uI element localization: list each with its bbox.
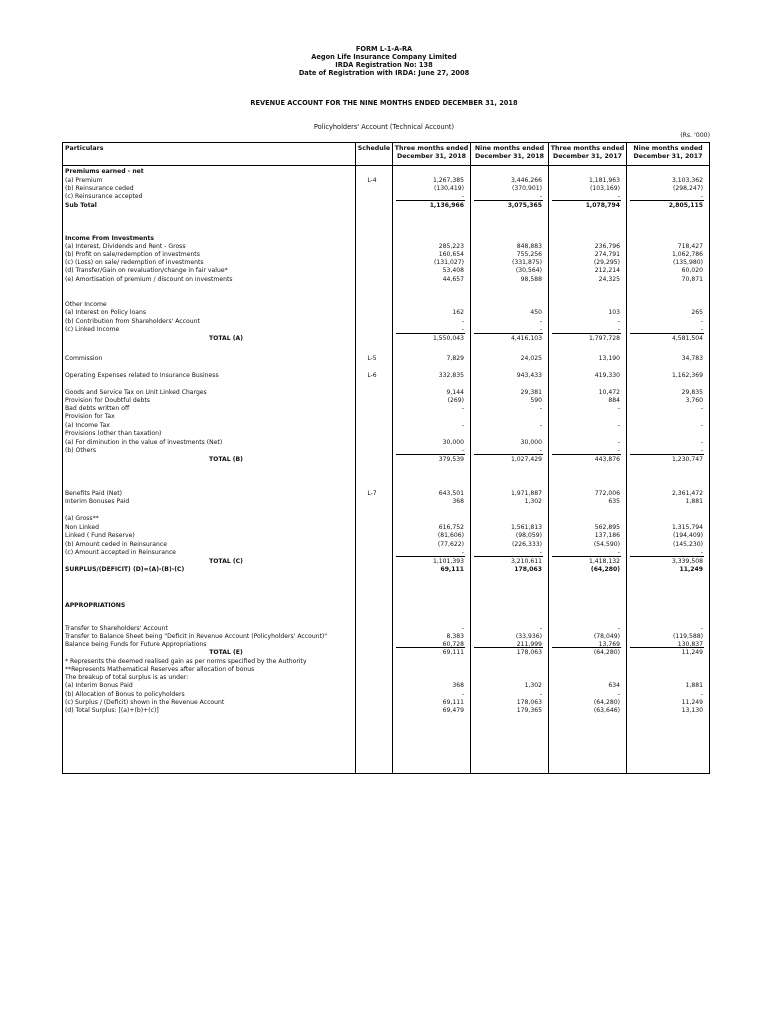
row-label: (c) Amount accepted in Reinsurance bbox=[65, 549, 176, 556]
row-label: Goods and Service Tax on Unit Linked Charges bbox=[65, 389, 207, 396]
row-value-col2: 178,063 bbox=[516, 699, 542, 706]
row-value-col4: - bbox=[700, 439, 703, 446]
row-value-col4: 3,339,508 bbox=[671, 558, 703, 565]
table-row bbox=[63, 565, 709, 574]
row-label: Operating Expenses related to Insurance Business bbox=[65, 372, 219, 379]
row-value-col2: 590 bbox=[530, 397, 542, 404]
row-value-col3: - bbox=[617, 326, 620, 333]
row-value-col4: - bbox=[700, 625, 703, 632]
registration-date: Date of Registration with IRDA: June 27, 2008 bbox=[298, 69, 470, 77]
row-value-col1: 160,654 bbox=[438, 251, 464, 258]
row-value-col2: 1,302 bbox=[524, 498, 542, 505]
row-value-col3: - bbox=[617, 193, 620, 200]
table-row bbox=[63, 412, 709, 421]
row-value-col4: 1,881 bbox=[685, 498, 703, 505]
row-value-col3: 634 bbox=[608, 682, 620, 689]
row-value-col3: 1,797,728 bbox=[588, 335, 620, 342]
total-rule bbox=[396, 647, 465, 648]
row-label: Other Income bbox=[65, 301, 107, 308]
total-rule bbox=[474, 454, 543, 455]
row-value-col3: 10,472 bbox=[598, 389, 620, 396]
row-value-col4: 34,783 bbox=[681, 355, 703, 362]
row-value-col2: - bbox=[539, 193, 542, 200]
row-value-col4: 718,427 bbox=[677, 243, 703, 250]
row-value-col4: (119,588) bbox=[673, 633, 703, 640]
row-value-col4: 265 bbox=[691, 309, 703, 316]
row-value-col4: 60,020 bbox=[681, 267, 703, 274]
row-value-col3: (64,280) bbox=[593, 649, 620, 656]
row-value-col2: (33,936) bbox=[515, 633, 542, 640]
row-value-col1: - bbox=[461, 405, 464, 412]
row-label: Balance being Funds for Future Appropriations bbox=[65, 641, 207, 648]
row-value-col2: - bbox=[539, 691, 542, 698]
total-rule bbox=[474, 200, 543, 201]
row-value-col2: 30,000 bbox=[520, 439, 542, 446]
table-row bbox=[63, 706, 709, 715]
row-label: (a) For diminution in the value of investments (Net) bbox=[65, 439, 223, 446]
row-value-col2: 755,256 bbox=[516, 251, 542, 258]
row-value-col3: 884 bbox=[608, 397, 620, 404]
row-value-col1: 7,829 bbox=[446, 355, 464, 362]
table-row bbox=[63, 429, 709, 438]
row-value-col4: (145,230) bbox=[673, 541, 703, 548]
row-value-col2: 848,883 bbox=[516, 243, 542, 250]
row-value-col3: 1,181,963 bbox=[588, 177, 620, 184]
row-value-col3: 562,895 bbox=[594, 524, 620, 531]
row-value-col2: - bbox=[539, 422, 542, 429]
row-label: Provision for Doubtful debts bbox=[65, 397, 150, 404]
total-rule bbox=[396, 454, 465, 455]
row-value-col1: (81,606) bbox=[437, 532, 464, 539]
header-particulars: Particulars bbox=[65, 145, 104, 152]
row-label: (d) Total Surplus: [(a)+(b)+(c)] bbox=[65, 707, 159, 714]
row-value-col2: (226,333) bbox=[512, 541, 542, 548]
row-value-col2: (30,564) bbox=[515, 267, 542, 274]
row-value-col2: 178,063 bbox=[516, 649, 542, 656]
table-row bbox=[63, 266, 709, 275]
row-value-col4: 70,871 bbox=[681, 276, 703, 283]
row-value-col1: 285,223 bbox=[438, 243, 464, 250]
row-value-col3: - bbox=[617, 549, 620, 556]
row-value-col1: 9,144 bbox=[446, 389, 464, 396]
row-label: Income From Investments bbox=[65, 235, 155, 242]
row-value-col4: 2,361,472 bbox=[671, 490, 703, 497]
row-value-col1: - bbox=[461, 691, 464, 698]
row-value-col1: (269) bbox=[447, 397, 464, 404]
row-value-col1: 643,501 bbox=[438, 490, 464, 497]
header-col2-line2: December 31, 2018 bbox=[474, 153, 544, 161]
row-value-col2: 4,416,103 bbox=[510, 335, 542, 342]
row-value-col1: 30,000 bbox=[442, 439, 464, 446]
row-value-col1: 69,111 bbox=[440, 566, 464, 573]
row-value-col3: 1,418,132 bbox=[588, 558, 620, 565]
irda-registration: IRDA Registration No: 138 bbox=[335, 61, 433, 69]
row-label: (a) Premium bbox=[65, 177, 103, 184]
row-label: TOTAL (A) bbox=[208, 335, 244, 342]
row-value-col4: 29,835 bbox=[681, 389, 703, 396]
table-row bbox=[63, 167, 709, 176]
row-label: Bad debts written off bbox=[65, 405, 130, 412]
row-label: **Represents Mathematical Reserves after allocation of bonus bbox=[65, 666, 255, 673]
row-label: (b) Profit on sale/redemption of investments bbox=[65, 251, 200, 258]
row-value-col3: 212,214 bbox=[594, 267, 620, 274]
total-rule bbox=[630, 454, 704, 455]
row-value-col2: 211,999 bbox=[516, 641, 542, 648]
header-col3 bbox=[549, 145, 626, 162]
row-value-col3: (63,646) bbox=[593, 707, 620, 714]
row-label: (c) Linked Income bbox=[65, 326, 120, 333]
row-label: (b) Others bbox=[65, 447, 97, 454]
row-label: (a) Interest, Dividends and Rent - Gross bbox=[65, 243, 186, 250]
total-rule bbox=[396, 200, 465, 201]
table-row bbox=[63, 514, 709, 523]
row-label: Transfer to Balance Sheet being "Deficit in Revenue Account (Policyholders' Account)" bbox=[65, 633, 328, 640]
total-rule bbox=[552, 200, 621, 201]
row-value-col3: - bbox=[617, 447, 620, 454]
header-col1-line1: Three months ended bbox=[394, 145, 469, 152]
row-value-col4: - bbox=[700, 326, 703, 333]
header-schedule: Schedule bbox=[357, 145, 391, 152]
row-label: Interim Bonuses Paid bbox=[65, 498, 130, 505]
row-label: (a) Interim Bonus Paid bbox=[65, 682, 133, 689]
total-rule bbox=[396, 556, 465, 557]
row-value-col2: 3,210,611 bbox=[510, 558, 542, 565]
report-subtitle: Policyholders' Account (Technical Account) bbox=[313, 123, 455, 131]
row-value-col4: 1,230,747 bbox=[671, 456, 703, 463]
row-value-col2: 1,971,887 bbox=[510, 490, 542, 497]
table-row bbox=[63, 531, 709, 540]
row-value-col1: 44,657 bbox=[442, 276, 464, 283]
row-value-col4: 3,760 bbox=[685, 397, 703, 404]
row-value-col4: 3,103,362 bbox=[671, 177, 703, 184]
row-value-col4: 1,162,369 bbox=[671, 372, 703, 379]
header-col4-line2: December 31, 2017 bbox=[633, 153, 703, 161]
row-label: (c) Reinsurance accepted bbox=[65, 193, 143, 200]
header-col3-line1: Three months ended bbox=[550, 145, 625, 152]
total-rule bbox=[474, 647, 543, 648]
row-value-col4: 11,249 bbox=[681, 649, 703, 656]
row-value-col4: - bbox=[700, 422, 703, 429]
row-value-col3: 103 bbox=[608, 309, 620, 316]
row-value-col1: - bbox=[461, 447, 464, 454]
row-value-col3: 419,330 bbox=[594, 372, 620, 379]
row-value-col3: 236,796 bbox=[594, 243, 620, 250]
row-value-col2: 178,063 bbox=[514, 566, 542, 573]
row-value-col2: 1,561,813 bbox=[510, 524, 542, 531]
row-label: The breakup of total surplus is as under: bbox=[65, 674, 189, 681]
row-value-col2: 29,381 bbox=[520, 389, 542, 396]
row-value-col4: 1,881 bbox=[685, 682, 703, 689]
row-value-col3: 13,769 bbox=[598, 641, 620, 648]
total-rule bbox=[474, 556, 543, 557]
table-row bbox=[63, 334, 709, 343]
row-value-col1: 1,267,385 bbox=[432, 177, 464, 184]
table-row bbox=[63, 201, 709, 210]
row-label: TOTAL (C) bbox=[209, 558, 243, 565]
row-value-col1: 368 bbox=[452, 682, 464, 689]
row-value-col2: 1,302 bbox=[524, 682, 542, 689]
row-value-col3: (29,295) bbox=[593, 259, 620, 266]
row-value-col3: 137,186 bbox=[594, 532, 620, 539]
row-label: SURPLUS/(DEFICIT) (D)=(A)-(B)-(C) bbox=[65, 566, 185, 573]
row-value-col4: - bbox=[700, 193, 703, 200]
total-rule bbox=[630, 200, 704, 201]
row-value-col1: 162 bbox=[452, 309, 464, 316]
row-value-col3: - bbox=[617, 691, 620, 698]
row-value-col1: 1,101,393 bbox=[432, 558, 464, 565]
row-value-col3: (78,049) bbox=[593, 633, 620, 640]
row-value-col1: 8,383 bbox=[446, 633, 464, 640]
row-value-col3: - bbox=[617, 405, 620, 412]
row-value-col2: (370,901) bbox=[512, 185, 542, 192]
row-value-col2: - bbox=[539, 405, 542, 412]
row-label: Premiums earned - net bbox=[65, 168, 144, 175]
header-col2-line1: Nine months ended bbox=[474, 145, 545, 152]
row-label: Transfer to Shareholders' Account bbox=[65, 625, 168, 632]
row-label: Provisions (other than taxation) bbox=[65, 430, 162, 437]
row-label: Linked ( Fund Reserve) bbox=[65, 532, 135, 539]
table-row bbox=[63, 455, 709, 464]
row-label: TOTAL (B) bbox=[209, 456, 243, 463]
row-value-col2: - bbox=[539, 625, 542, 632]
header-col4-line1: Nine months ended bbox=[633, 145, 703, 152]
row-label: (c) (Loss) on sale/ redemption of investments bbox=[65, 259, 204, 266]
row-value-col4: 1,315,794 bbox=[671, 524, 703, 531]
company-name: Aegon Life Insurance Company Limited bbox=[311, 53, 457, 61]
table-row bbox=[63, 354, 709, 363]
row-value-col1: - bbox=[461, 422, 464, 429]
row-value-col3: - bbox=[617, 422, 620, 429]
row-value-col1: 379,539 bbox=[438, 456, 464, 463]
row-label: * Represents the deemed realised gain as per norms specified by the Authority bbox=[65, 658, 307, 665]
row-value-col4: (135,980) bbox=[673, 259, 703, 266]
row-value-col2: 24,025 bbox=[520, 355, 542, 362]
table-row bbox=[63, 371, 709, 380]
row-value-col2: - bbox=[539, 318, 542, 325]
total-rule bbox=[552, 556, 621, 557]
row-label: (b) Allocation of Bonus to policyholders bbox=[65, 691, 185, 698]
row-value-col3: 635 bbox=[608, 498, 620, 505]
table-row bbox=[63, 275, 709, 284]
currency-unit: (Rs. '000) bbox=[680, 132, 710, 139]
row-label: Sub Total bbox=[65, 202, 97, 209]
row-value-col2: 179,365 bbox=[516, 707, 542, 714]
row-value-col2: - bbox=[539, 447, 542, 454]
row-value-col2: (331,875) bbox=[512, 259, 542, 266]
row-value-col3: (64,280) bbox=[593, 699, 620, 706]
row-value-col2: 3,075,365 bbox=[507, 202, 542, 209]
total-rule bbox=[396, 333, 465, 334]
row-value-col2: 943,433 bbox=[516, 372, 542, 379]
row-value-col4: 1,062,786 bbox=[671, 251, 703, 258]
row-value-col1: 60,728 bbox=[442, 641, 464, 648]
row-label: (b) Reinsurance ceded bbox=[65, 185, 134, 192]
row-label: (a) Income Tax bbox=[65, 422, 110, 429]
row-label: (a) Interest on Policy loans bbox=[65, 309, 147, 316]
total-rule bbox=[630, 556, 704, 557]
row-label: (d) Transfer/Gain on revaluation/change in fair value* bbox=[65, 267, 228, 274]
row-value-col4: 130,837 bbox=[677, 641, 703, 648]
row-value-col2: - bbox=[539, 326, 542, 333]
total-rule bbox=[630, 647, 704, 648]
row-label: (c) Surplus / (Deficit) shown in the Revenue Account bbox=[65, 699, 225, 706]
row-value-col1: 1,550,043 bbox=[432, 335, 464, 342]
table-row bbox=[63, 601, 709, 610]
table-row bbox=[63, 497, 709, 506]
row-value-col2: (98,059) bbox=[515, 532, 542, 539]
row-value-col4: 11,249 bbox=[679, 566, 703, 573]
header-divider bbox=[63, 165, 709, 166]
row-value-col3: - bbox=[617, 318, 620, 325]
row-value-col1: (131,027) bbox=[434, 259, 464, 266]
row-label: Provision for Tax bbox=[65, 413, 115, 420]
table-row bbox=[63, 648, 709, 657]
row-value-col1: - bbox=[461, 326, 464, 333]
row-value-col4: - bbox=[700, 549, 703, 556]
row-label: Commission bbox=[65, 355, 103, 362]
row-value-col1: - bbox=[461, 193, 464, 200]
row-label: (a) Gross** bbox=[65, 515, 99, 522]
row-value-col3: 443,876 bbox=[594, 456, 620, 463]
row-value-col2: - bbox=[539, 549, 542, 556]
table-row bbox=[63, 308, 709, 317]
row-value-col3: 24,325 bbox=[598, 276, 620, 283]
row-value-col3: 1,078,794 bbox=[585, 202, 620, 209]
row-value-col4: - bbox=[700, 318, 703, 325]
revenue-account-table bbox=[62, 142, 710, 774]
row-value-col1: 616,752 bbox=[438, 524, 464, 531]
row-value-col3: - bbox=[617, 439, 620, 446]
header-col1-line2: December 31, 2018 bbox=[396, 153, 466, 161]
form-number: FORM L-1-A-RA bbox=[355, 45, 413, 53]
row-label: Benefits Paid (Net) bbox=[65, 490, 122, 497]
row-value-col1: - bbox=[461, 318, 464, 325]
total-rule bbox=[552, 454, 621, 455]
header-col4 bbox=[627, 145, 709, 162]
row-value-col3: 274,791 bbox=[594, 251, 620, 258]
row-label: Non Linked bbox=[65, 524, 99, 531]
row-value-col3: (103,169) bbox=[590, 185, 620, 192]
row-schedule: L-6 bbox=[367, 372, 377, 379]
row-value-col4: 4,581,504 bbox=[671, 335, 703, 342]
row-label: (b) Amount ceded in Reinsurance bbox=[65, 541, 167, 548]
row-schedule: L-4 bbox=[367, 177, 377, 184]
row-value-col2: 98,588 bbox=[520, 276, 542, 283]
table-row bbox=[63, 681, 709, 690]
row-value-col2: 450 bbox=[530, 309, 542, 316]
row-value-col1: 332,835 bbox=[438, 372, 464, 379]
header-col1 bbox=[393, 145, 470, 162]
row-value-col3: 772,006 bbox=[594, 490, 620, 497]
total-rule bbox=[552, 647, 621, 648]
row-value-col4: - bbox=[700, 691, 703, 698]
row-value-col3: - bbox=[617, 625, 620, 632]
row-value-col4: 2,805,115 bbox=[668, 202, 703, 209]
row-value-col4: (298,247) bbox=[673, 185, 703, 192]
row-value-col1: 69,479 bbox=[442, 707, 464, 714]
row-value-col1: 69,111 bbox=[442, 699, 464, 706]
row-label: TOTAL (E) bbox=[209, 649, 243, 656]
row-schedule: L-5 bbox=[367, 355, 377, 362]
row-value-col1: 53,408 bbox=[442, 267, 464, 274]
row-value-col1: (77,622) bbox=[437, 541, 464, 548]
row-value-col4: - bbox=[700, 405, 703, 412]
row-value-col2: 3,446,266 bbox=[510, 177, 542, 184]
row-value-col1: 1,136,966 bbox=[429, 202, 464, 209]
row-value-col1: (130,419) bbox=[434, 185, 464, 192]
header-col2 bbox=[471, 145, 548, 162]
row-schedule: L-7 bbox=[367, 490, 377, 497]
row-value-col4: - bbox=[700, 447, 703, 454]
row-value-col3: 13,190 bbox=[598, 355, 620, 362]
row-value-col4: (194,409) bbox=[673, 532, 703, 539]
row-value-col3: (54,590) bbox=[593, 541, 620, 548]
row-value-col1: 69,111 bbox=[442, 649, 464, 656]
report-title: REVENUE ACCOUNT FOR THE NINE MONTHS ENDED DECEMBER 31, 2018 bbox=[250, 99, 518, 107]
row-value-col1: - bbox=[461, 549, 464, 556]
row-label: (e) Amortisation of premium / discount on investments bbox=[65, 276, 233, 283]
row-value-col3: (64,280) bbox=[590, 566, 620, 573]
header-col3-line2: December 31, 2017 bbox=[552, 153, 622, 161]
row-value-col4: 13,130 bbox=[681, 707, 703, 714]
row-label: APPROPRIATIONS bbox=[65, 602, 126, 609]
row-value-col2: 1,027,429 bbox=[510, 456, 542, 463]
total-rule bbox=[552, 333, 621, 334]
row-value-col4: 11,249 bbox=[681, 699, 703, 706]
total-rule bbox=[474, 333, 543, 334]
row-value-col1: - bbox=[461, 625, 464, 632]
row-value-col1: 368 bbox=[452, 498, 464, 505]
row-label: (b) Contribution from Shareholders' Account bbox=[65, 318, 200, 325]
total-rule bbox=[630, 333, 704, 334]
